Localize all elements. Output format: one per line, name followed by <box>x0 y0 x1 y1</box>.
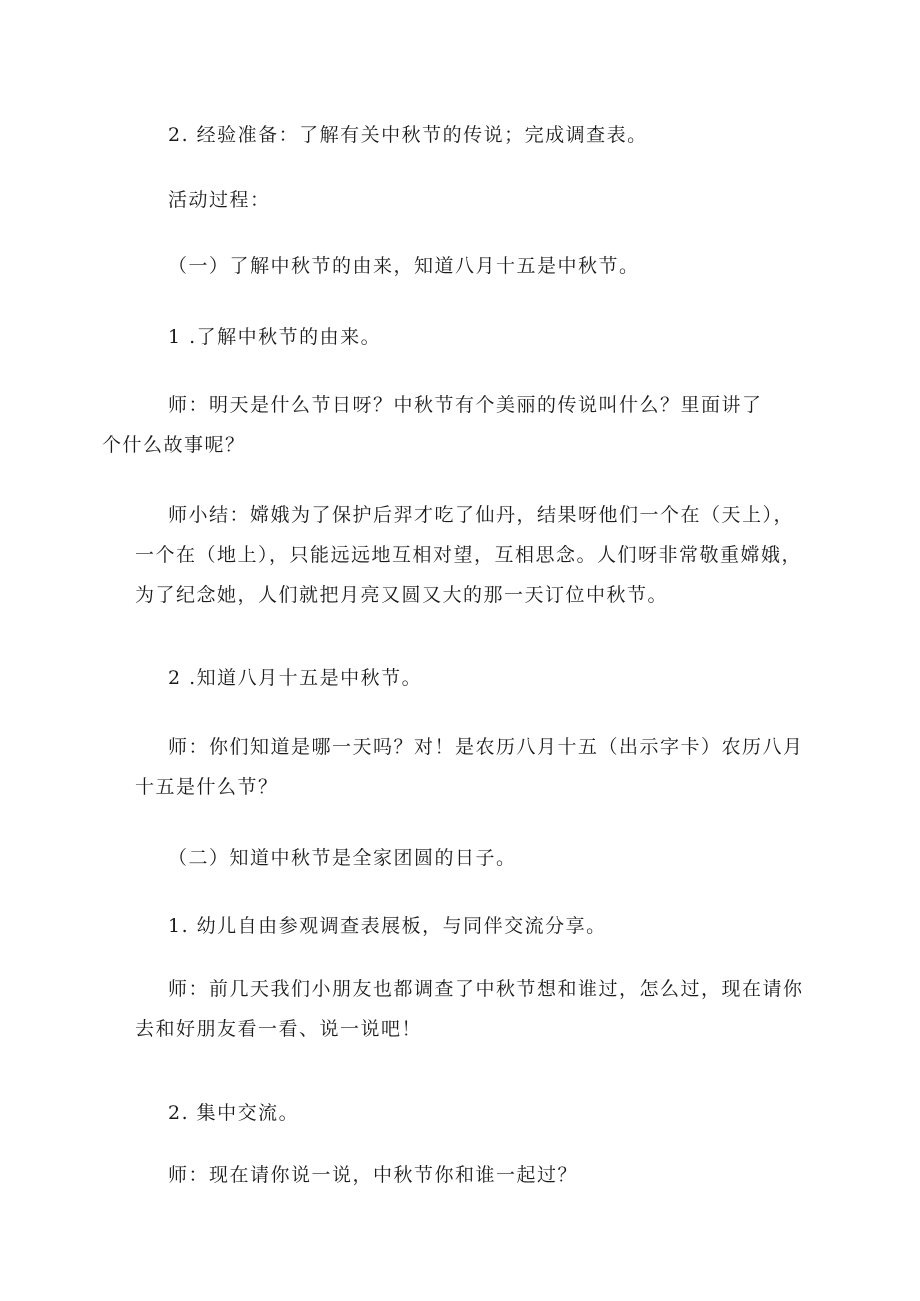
text-line: 活动过程： <box>168 189 271 211</box>
subheading-date <box>135 658 795 698</box>
subheading-free-visit <box>135 906 795 946</box>
text-line: 1 .了解中秋节的由来。 <box>168 326 382 348</box>
text-line: 2. 集中交流。 <box>168 1102 300 1124</box>
text-line: （一）了解中秋节的由来，知道八月十五是中秋节。 <box>168 255 640 277</box>
section-heading-two <box>135 838 795 878</box>
paragraph-activity-process-heading <box>135 180 795 220</box>
text-line: 个什么故事呢？ <box>102 434 246 456</box>
section-heading-one <box>135 246 795 286</box>
text-line: 师：现在请你说一说，中秋节你和谁一起过？ <box>168 1164 579 1186</box>
text-line: 师：明天是什么节日呀？中秋节有个美丽的传说叫什么？里面讲了 <box>168 394 763 416</box>
paragraph-experience-prep <box>135 115 795 155</box>
text-line: 十五是什么节？ <box>135 776 279 798</box>
paragraph-teacher-question <box>102 385 795 465</box>
text-line: 2 .知道八月十五是中秋节。 <box>168 667 423 689</box>
paragraph-teacher-date <box>135 727 804 807</box>
text-line: 为了纪念她，人们就把月亮又圆又大的那一天订位中秋节。 <box>135 584 669 606</box>
paragraph-teacher-prompt <box>135 1155 795 1195</box>
subheading-group-share <box>135 1093 795 1133</box>
text-line: 2. 经验准备：了解有关中秋节的传说；完成调查表。 <box>168 124 648 146</box>
text-line: 一个在（地上），只能远远地互相对望，互相思念。人们呀非常敬重嫦娥， <box>135 544 803 566</box>
paragraph-teacher-survey <box>135 969 804 1049</box>
paragraph-teacher-summary <box>135 495 803 615</box>
text-line: 1. 幼儿自由参观调查表展板，与同伴交流分享。 <box>168 915 607 937</box>
text-line: （二）知道中秋节是全家团圆的日子。 <box>168 847 517 869</box>
text-line: 师：你们知道是哪一天吗？对！是农历八月十五（出示字卡）农历八月 <box>168 736 804 758</box>
subheading-origin <box>135 317 795 357</box>
text-line: 去和好朋友看一看、说一说吧！ <box>135 1018 423 1040</box>
text-line: 师：前几天我们小朋友也都调查了中秋节想和谁过，怎么过，现在请你 <box>168 978 804 1000</box>
text-line: 师小结：嫦娥为了保护后羿才吃了仙丹，结果呀他们一个在（天上）， <box>168 504 795 526</box>
